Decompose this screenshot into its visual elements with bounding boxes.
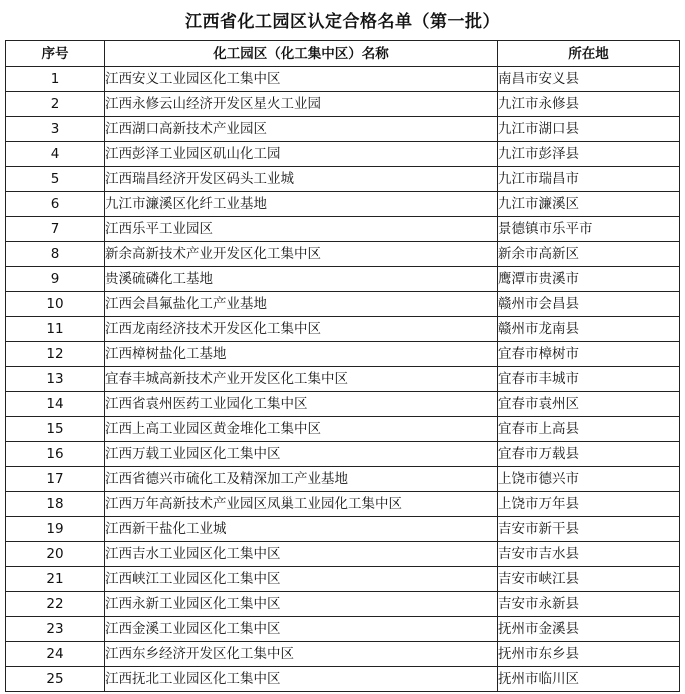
row-location: 抚州市东乡县	[498, 642, 680, 667]
header-location: 所在地	[498, 41, 680, 67]
row-index: 12	[6, 342, 105, 367]
table-row	[6, 667, 680, 692]
row-location: 新余市高新区	[498, 242, 680, 267]
row-index: 16	[6, 442, 105, 467]
table-row	[6, 292, 680, 317]
table-row	[6, 242, 680, 267]
row-index: 6	[6, 192, 105, 217]
row-park-name: 江西龙南经济技术开发区化工集中区	[105, 317, 498, 342]
row-index: 8	[6, 242, 105, 267]
row-park-name: 江西永新工业园区化工集中区	[105, 592, 498, 617]
table-row	[6, 142, 680, 167]
row-park-name: 江西新干盐化工业城	[105, 517, 498, 542]
row-park-name: 江西会昌氟盐化工产业基地	[105, 292, 498, 317]
row-location: 抚州市金溪县	[498, 617, 680, 642]
header-index: 序号	[6, 41, 105, 67]
row-location: 宜春市樟树市	[498, 342, 680, 367]
row-index: 11	[6, 317, 105, 342]
table-body	[6, 67, 680, 692]
row-index: 3	[6, 117, 105, 142]
row-location: 九江市永修县	[498, 92, 680, 117]
table-row	[6, 642, 680, 667]
table-row	[6, 492, 680, 517]
table-row	[6, 192, 680, 217]
table-header-row	[6, 41, 680, 67]
table-row	[6, 117, 680, 142]
row-park-name: 宜春丰城高新技术产业开发区化工集中区	[105, 367, 498, 392]
row-index: 15	[6, 417, 105, 442]
row-index: 2	[6, 92, 105, 117]
row-location: 九江市濂溪区	[498, 192, 680, 217]
header-name: 化工园区（化工集中区）名称	[105, 41, 498, 67]
row-park-name: 江西湖口高新技术产业园区	[105, 117, 498, 142]
row-location: 吉安市峡江县	[498, 567, 680, 592]
row-location: 吉安市永新县	[498, 592, 680, 617]
row-index: 17	[6, 467, 105, 492]
row-index: 20	[6, 542, 105, 567]
row-index: 14	[6, 392, 105, 417]
row-location: 吉安市新干县	[498, 517, 680, 542]
row-index: 9	[6, 267, 105, 292]
row-index: 19	[6, 517, 105, 542]
row-location: 九江市瑞昌市	[498, 167, 680, 192]
table-row	[6, 267, 680, 292]
table-row	[6, 67, 680, 92]
row-index: 13	[6, 367, 105, 392]
row-index: 25	[6, 667, 105, 692]
table-row	[6, 417, 680, 442]
table-row	[6, 467, 680, 492]
row-index: 22	[6, 592, 105, 617]
row-park-name: 江西省袁州医药工业园化工集中区	[105, 392, 498, 417]
row-park-name: 江西万载工业园区化工集中区	[105, 442, 498, 467]
row-park-name: 新余高新技术产业开发区化工集中区	[105, 242, 498, 267]
table-row	[6, 317, 680, 342]
row-location: 赣州市会昌县	[498, 292, 680, 317]
row-index: 10	[6, 292, 105, 317]
document-title: 江西省化工园区认定合格名单（第一批）	[185, 12, 500, 32]
row-park-name: 贵溪硫磷化工基地	[105, 267, 498, 292]
row-park-name: 江西峡江工业园区化工集中区	[105, 567, 498, 592]
table-row	[6, 592, 680, 617]
row-location: 上饶市万年县	[498, 492, 680, 517]
row-location: 吉安市吉水县	[498, 542, 680, 567]
row-location: 抚州市临川区	[498, 667, 680, 692]
row-location: 九江市彭泽县	[498, 142, 680, 167]
row-park-name: 江西东乡经济开发区化工集中区	[105, 642, 498, 667]
table-row	[6, 567, 680, 592]
row-park-name: 江西瑞昌经济开发区码头工业城	[105, 167, 498, 192]
row-location: 南昌市安义县	[498, 67, 680, 92]
table-row	[6, 617, 680, 642]
row-park-name: 江西乐平工业园区	[105, 217, 498, 242]
row-park-name: 江西吉水工业园区化工集中区	[105, 542, 498, 567]
table-row	[6, 217, 680, 242]
row-park-name: 江西抚北工业园区化工集中区	[105, 667, 498, 692]
row-index: 5	[6, 167, 105, 192]
table-row	[6, 167, 680, 192]
row-park-name: 江西彭泽工业园区矶山化工园	[105, 142, 498, 167]
row-park-name: 江西樟树盐化工基地	[105, 342, 498, 367]
row-park-name: 江西金溪工业园区化工集中区	[105, 617, 498, 642]
row-index: 23	[6, 617, 105, 642]
row-index: 18	[6, 492, 105, 517]
row-location: 宜春市万载县	[498, 442, 680, 467]
row-location: 宜春市上高县	[498, 417, 680, 442]
row-park-name: 江西上高工业园区黄金堆化工集中区	[105, 417, 498, 442]
row-location: 宜春市丰城市	[498, 367, 680, 392]
table-row	[6, 517, 680, 542]
row-park-name: 江西安义工业园区化工集中区	[105, 67, 498, 92]
row-location: 赣州市龙南县	[498, 317, 680, 342]
park-list-table	[5, 40, 680, 692]
row-location: 九江市湖口县	[498, 117, 680, 142]
table-row	[6, 542, 680, 567]
row-park-name: 九江市濂溪区化纤工业基地	[105, 192, 498, 217]
row-park-name: 江西万年高新技术产业园区凤巢工业园化工集中区	[105, 492, 498, 517]
row-index: 7	[6, 217, 105, 242]
row-index: 4	[6, 142, 105, 167]
row-index: 21	[6, 567, 105, 592]
row-location: 宜春市袁州区	[498, 392, 680, 417]
row-location: 景德镇市乐平市	[498, 217, 680, 242]
row-index: 24	[6, 642, 105, 667]
table-row	[6, 367, 680, 392]
row-index: 1	[6, 67, 105, 92]
row-park-name: 江西永修云山经济开发区星火工业园	[105, 92, 498, 117]
row-location: 上饶市德兴市	[498, 467, 680, 492]
row-location: 鹰潭市贵溪市	[498, 267, 680, 292]
table-row	[6, 392, 680, 417]
row-park-name: 江西省德兴市硫化工及精深加工产业基地	[105, 467, 498, 492]
table-row	[6, 342, 680, 367]
table-row	[6, 442, 680, 467]
table-row	[6, 92, 680, 117]
